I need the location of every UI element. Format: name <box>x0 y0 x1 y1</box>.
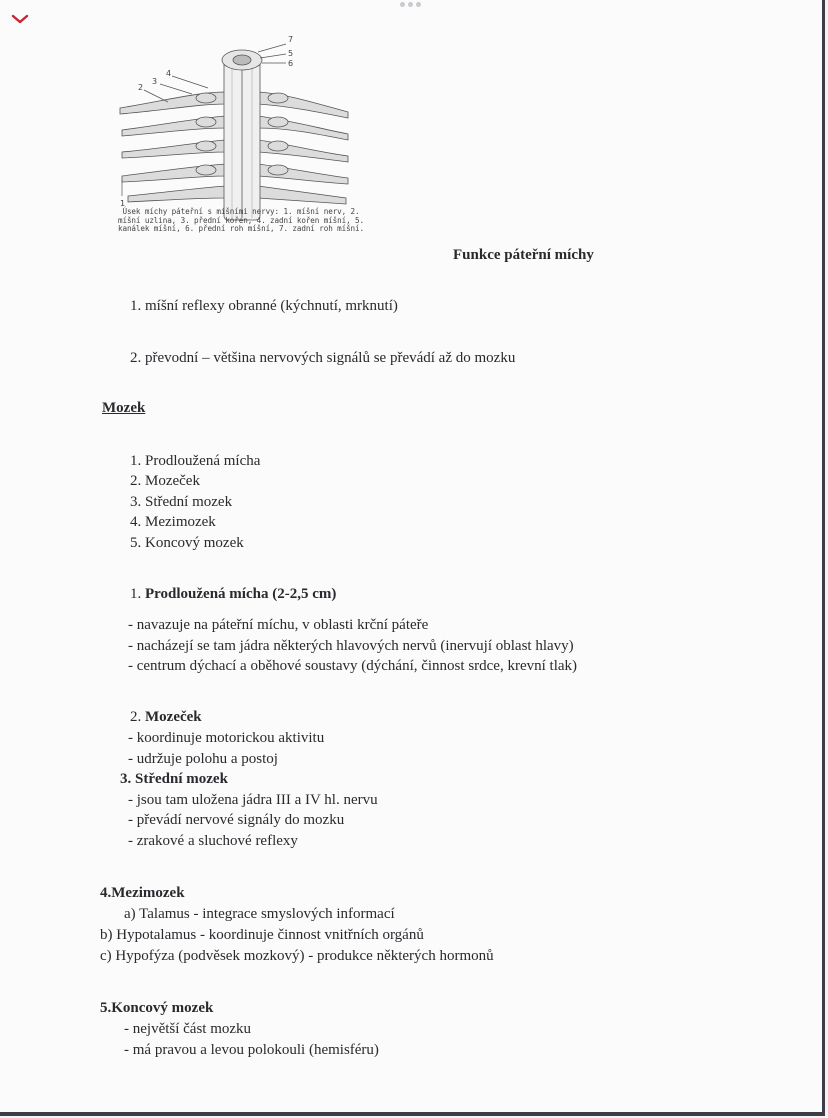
brain-list-item: 4. Mezimozek <box>130 514 216 530</box>
detail-item: - navazuje na páteřní míchu, v oblasti krční páteře <box>128 617 429 633</box>
detail-item: - jsou tam uložena jádra III a IV hl. nervu <box>128 792 378 808</box>
window-dots <box>400 2 421 7</box>
detail-item: - udržuje polohu a postoj <box>128 751 278 767</box>
section-heading-mozek: Mozek <box>102 400 146 416</box>
section-number: 2. <box>130 709 145 725</box>
section-heading <box>130 709 202 726</box>
detail-item: - převádí nervové signály do mozku <box>128 812 345 828</box>
figure-label: 7 <box>288 35 294 44</box>
brain-list-item: 1. Prodloužená mícha <box>130 453 261 469</box>
detail-item: - největší část mozku <box>124 1021 252 1037</box>
detail-item: - centrum dýchací a oběhové soustavy (dýchání, činnost srdce, krevní tlak) <box>128 658 578 674</box>
figure-label: 3 <box>152 77 158 86</box>
section-heading: 4.Mezimozek <box>100 885 185 901</box>
detail-item: b) Hypotalamus - koordinuje činnost vnitřních orgánů <box>100 927 424 943</box>
back-button[interactable] <box>6 8 34 30</box>
figure-caption: Úsek míchy páteřní s míšními nervy: 1. míšní nerv, 2. míšní uzlina, 3. přední kořen, 4. zadní kořen míšní, 5. kanálek míšní, 6. přední roh míšní, 7. zadní roh míšní. <box>118 207 364 234</box>
detail-item: - nacházejí se tam jádra některých hlavových nervů (inervují oblast hlavy) <box>128 638 574 654</box>
section-title: Prodloužená mícha (2-2,5 cm) <box>145 586 337 602</box>
brain-list-item: 3. Střední mozek <box>130 494 233 510</box>
function-item: 2. převodní – většina nervových signálů se převádí až do mozku <box>130 350 516 366</box>
section-heading <box>130 586 336 603</box>
function-item: 1. míšní reflexy obranné (kýchnutí, mrknutí) <box>130 298 398 314</box>
section-heading: 3. Střední mozek <box>120 771 228 787</box>
detail-item: - zrakové a sluchové reflexy <box>128 833 298 849</box>
brain-list-item: 2. Mozeček <box>130 473 200 489</box>
detail-item: - koordinuje motorickou aktivitu <box>128 730 325 746</box>
figure-label: 2 <box>138 83 144 92</box>
section-heading: 5.Koncový mozek <box>100 1000 214 1016</box>
detail-item: a) Talamus - integrace smyslových informací <box>124 906 395 922</box>
brain-list-item: 5. Koncový mozek <box>130 535 244 551</box>
figure-label: 4 <box>166 69 172 78</box>
section-number: 1. <box>130 586 145 602</box>
chevron-down-icon <box>11 13 29 25</box>
figure-label: 1 <box>120 199 126 208</box>
figure-label: 5 <box>288 49 294 58</box>
detail-item: - má pravou a levou polokouli (hemisféru) <box>124 1042 379 1058</box>
detail-item: c) Hypofýza (podvěsek mozkový) - produkce některých hormonů <box>100 948 494 964</box>
figure-label: 6 <box>288 59 294 68</box>
section-title: Mozeček <box>145 709 202 725</box>
page-title: Funkce páteřní míchy <box>453 247 594 263</box>
